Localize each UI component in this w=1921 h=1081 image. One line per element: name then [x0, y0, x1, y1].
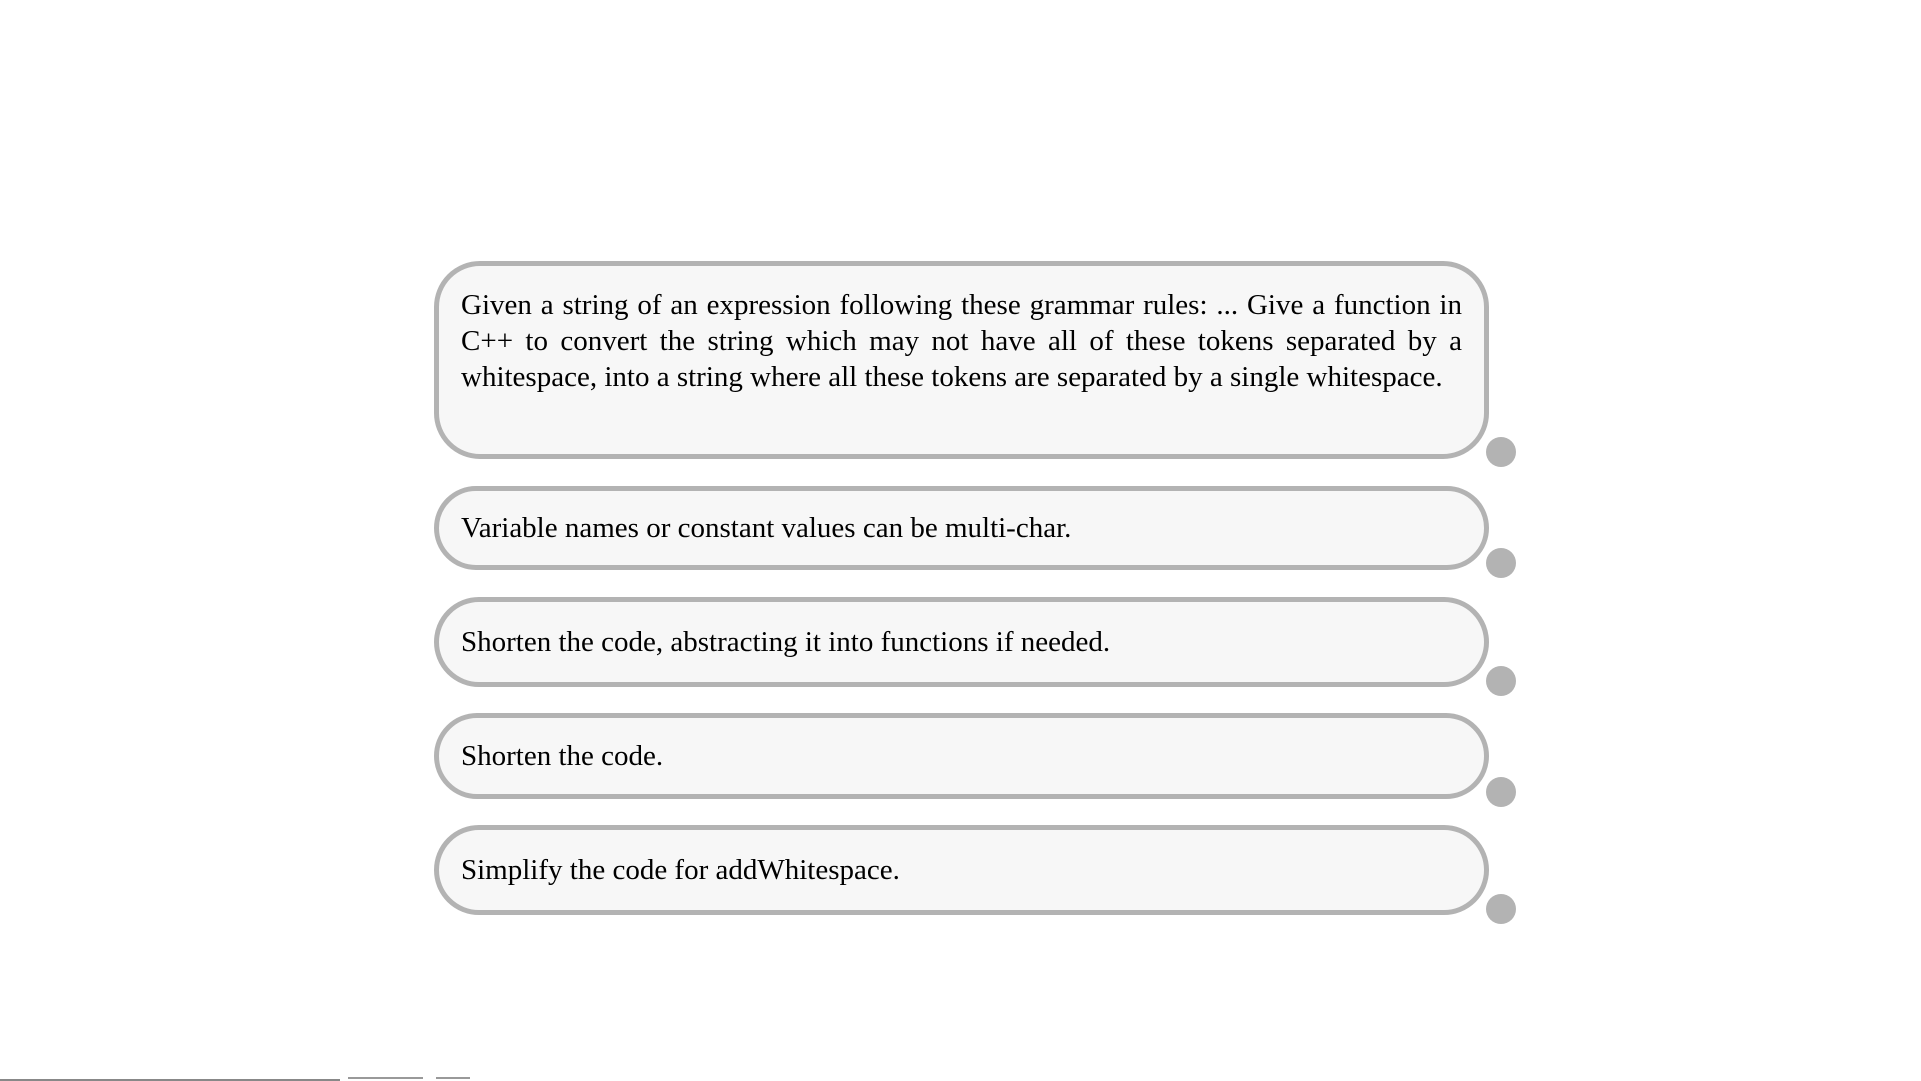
prompt-text-4: Shorten the code. [461, 740, 664, 772]
prompt-text-3: Shorten the code, abstracting it into functions if needed. [461, 626, 1111, 658]
prompt-bubble-4 [434, 713, 1489, 799]
bottom-artifact [348, 1077, 423, 1079]
speaker-dot-icon [1486, 777, 1516, 807]
prompt-bubble-5 [434, 825, 1489, 915]
prompt-text-1: Given a string of an expression following these grammar rules: ... Give a function in C++ to convert the string which may not have all of these tokens separated by a whitespace, into a string where all these tokens are separated by a single whitespace. [461, 289, 1462, 393]
prompt-text-5: Simplify the code for addWhitespace. [461, 854, 900, 886]
speaker-dot-icon [1486, 437, 1516, 467]
speaker-dot-icon [1486, 548, 1516, 578]
prompt-bubble-3 [434, 597, 1489, 687]
speaker-dot-icon [1486, 666, 1516, 696]
prompt-text-2: Variable names or constant values can be multi-char. [461, 512, 1072, 544]
speaker-dot-icon [1486, 894, 1516, 924]
bottom-artifact [436, 1077, 470, 1079]
prompt-bubble-2 [434, 486, 1489, 570]
prompt-bubble-1 [434, 261, 1489, 459]
